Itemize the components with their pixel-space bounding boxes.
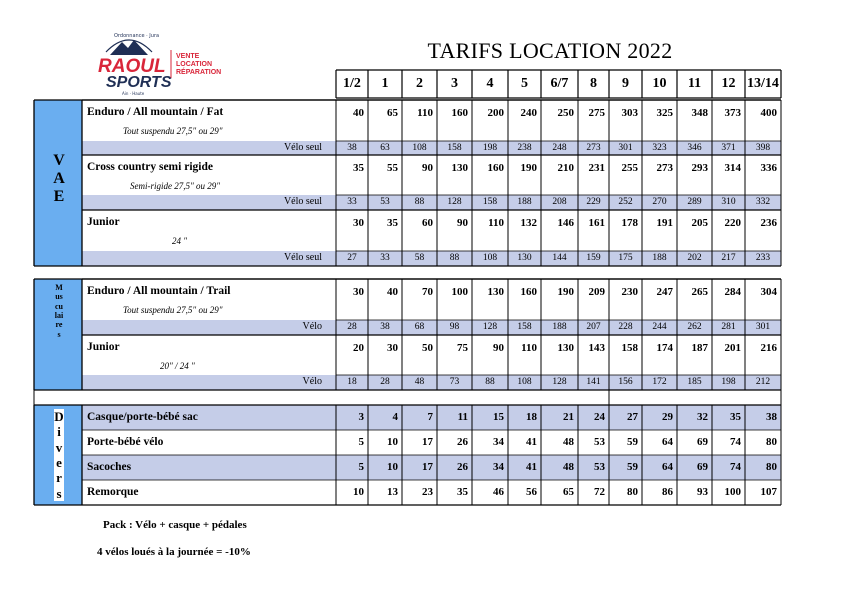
price-cell: 30 bbox=[353, 217, 364, 229]
column-header: 8 bbox=[590, 76, 597, 91]
price-cell: 90 bbox=[422, 162, 433, 174]
row-sublabel: Tout suspendu 27,5" ou 29" bbox=[123, 126, 223, 136]
price-cell: 187 bbox=[691, 342, 708, 354]
row-sublabel: Semi-rigide 27,5" ou 29" bbox=[130, 181, 221, 191]
price-cell: 50 bbox=[422, 342, 433, 354]
price-cell: 11 bbox=[457, 411, 468, 423]
velo-seul-price: 244 bbox=[652, 322, 667, 332]
price-cell: 160 bbox=[520, 286, 537, 298]
price-cell: 34 bbox=[493, 436, 504, 448]
velo-seul-price: 332 bbox=[755, 197, 771, 207]
price-cell: 191 bbox=[656, 217, 673, 229]
price-cell: 190 bbox=[520, 162, 537, 174]
logo-arc-text: Ordonnance · Jura bbox=[114, 33, 160, 39]
price-cell: 65 bbox=[387, 107, 398, 119]
velo-seul-price: 73 bbox=[449, 377, 460, 387]
price-cell: 80 bbox=[766, 461, 777, 473]
velo-seul-price: 228 bbox=[618, 322, 633, 332]
column-header: 10 bbox=[652, 76, 667, 91]
price-cell: 35 bbox=[457, 486, 468, 498]
velo-seul-price: 48 bbox=[414, 377, 425, 387]
logo-brand-2: SPORTS bbox=[106, 74, 172, 91]
price-cell: 35 bbox=[387, 217, 398, 229]
price-cell: 80 bbox=[766, 436, 777, 448]
velo-seul-price: 98 bbox=[449, 322, 460, 332]
price-cell: 53 bbox=[594, 436, 605, 448]
velo-seul-price: 128 bbox=[552, 377, 567, 387]
velo-seul-label: Vélo bbox=[302, 376, 322, 387]
price-cell: 17 bbox=[422, 436, 433, 448]
price-cell: 304 bbox=[760, 286, 777, 298]
price-cell: 64 bbox=[662, 461, 673, 473]
velo-seul-price: 208 bbox=[552, 197, 567, 207]
price-cell: 143 bbox=[588, 342, 605, 354]
velo-seul-price: 88 bbox=[485, 377, 495, 387]
price-cell: 10 bbox=[353, 486, 364, 498]
section-side-label: Musculaires bbox=[54, 283, 64, 339]
price-cell: 400 bbox=[760, 107, 777, 119]
price-cell: 210 bbox=[557, 162, 574, 174]
price-cell: 24 bbox=[594, 411, 605, 423]
price-cell: 90 bbox=[493, 342, 504, 354]
velo-seul-price: 68 bbox=[414, 322, 425, 332]
price-cell: 284 bbox=[724, 286, 741, 298]
price-cell: 70 bbox=[422, 286, 433, 298]
velo-seul-price: 188 bbox=[652, 253, 667, 263]
velo-seul-price: 281 bbox=[721, 322, 736, 332]
section-side-label: VAE bbox=[53, 152, 65, 205]
price-cell: 18 bbox=[526, 411, 537, 423]
price-cell: 86 bbox=[662, 486, 673, 498]
price-cell: 27 bbox=[627, 411, 638, 423]
price-cell: 160 bbox=[487, 162, 504, 174]
price-cell: 373 bbox=[724, 107, 741, 119]
row-sublabel: Tout suspendu 27,5" ou 29" bbox=[123, 305, 223, 315]
price-cell: 34 bbox=[493, 461, 504, 473]
velo-seul-price: 158 bbox=[447, 143, 462, 153]
velo-seul-label: Vélo seul bbox=[283, 196, 322, 207]
velo-seul-price: 38 bbox=[347, 143, 357, 153]
velo-seul-price: 27 bbox=[347, 253, 357, 263]
velo-seul-price: 28 bbox=[347, 322, 357, 332]
price-cell: 110 bbox=[488, 217, 504, 229]
velo-seul-label: Vélo seul bbox=[283, 142, 322, 153]
price-cell: 7 bbox=[427, 411, 433, 423]
velo-seul-price: 38 bbox=[380, 322, 390, 332]
price-cell: 46 bbox=[493, 486, 504, 498]
row-label: Porte-bébé vélo bbox=[87, 436, 164, 448]
price-cell: 5 bbox=[358, 461, 364, 473]
price-cell: 100 bbox=[451, 286, 468, 298]
velo-seul-price: 33 bbox=[380, 253, 390, 263]
price-cell: 110 bbox=[417, 107, 433, 119]
price-cell: 21 bbox=[563, 411, 574, 423]
price-cell: 26 bbox=[457, 461, 468, 473]
price-cell: 40 bbox=[353, 107, 364, 119]
price-cell: 275 bbox=[588, 107, 605, 119]
column-header: 9 bbox=[622, 76, 629, 91]
price-cell: 161 bbox=[588, 217, 605, 229]
price-cell: 100 bbox=[724, 486, 741, 498]
price-cell: 41 bbox=[526, 436, 537, 448]
price-cell: 230 bbox=[621, 286, 638, 298]
velo-seul-price: 310 bbox=[721, 197, 736, 207]
velo-seul-price: 233 bbox=[755, 253, 771, 263]
price-cell: 65 bbox=[563, 486, 574, 498]
price-cell: 60 bbox=[422, 217, 433, 229]
row-label: Casque/porte-bébé sac bbox=[87, 411, 198, 423]
velo-seul-price: 198 bbox=[482, 143, 498, 153]
price-cell: 247 bbox=[656, 286, 673, 298]
price-cell: 90 bbox=[457, 217, 468, 229]
price-cell: 201 bbox=[724, 342, 741, 354]
price-cell: 93 bbox=[697, 486, 708, 498]
price-cell: 3 bbox=[358, 411, 364, 423]
price-cell: 236 bbox=[760, 217, 777, 229]
price-cell: 10 bbox=[387, 461, 398, 473]
velo-seul-price: 53 bbox=[380, 197, 390, 207]
price-cell: 26 bbox=[457, 436, 468, 448]
column-header: 1 bbox=[381, 76, 389, 91]
velo-seul-price: 128 bbox=[447, 197, 462, 207]
velo-seul-price: 238 bbox=[517, 143, 532, 153]
velo-seul-price: 158 bbox=[517, 322, 532, 332]
price-cell: 35 bbox=[730, 411, 741, 423]
price-cell: 231 bbox=[588, 162, 605, 174]
price-cell: 130 bbox=[557, 342, 574, 354]
price-cell: 80 bbox=[627, 486, 638, 498]
velo-seul-price: 252 bbox=[618, 197, 633, 207]
row-sublabel: 20" / 24 " bbox=[160, 361, 195, 371]
price-cell: 336 bbox=[760, 162, 777, 174]
velo-seul-label: Vélo seul bbox=[283, 252, 322, 263]
price-cell: 10 bbox=[387, 436, 398, 448]
velo-seul-price: 33 bbox=[347, 197, 357, 207]
velo-seul-price: 175 bbox=[618, 253, 633, 263]
price-cell: 178 bbox=[621, 217, 638, 229]
row-label: Cross country semi rigide bbox=[87, 161, 213, 173]
velo-seul-price: 108 bbox=[517, 377, 532, 387]
price-cell: 250 bbox=[557, 107, 574, 119]
velo-seul-price: 88 bbox=[449, 253, 460, 263]
price-cell: 110 bbox=[521, 342, 537, 354]
row-label: Junior bbox=[87, 341, 120, 353]
price-cell: 348 bbox=[691, 107, 708, 119]
price-cell: 32 bbox=[697, 411, 708, 423]
price-cell: 64 bbox=[662, 436, 673, 448]
price-cell: 205 bbox=[691, 217, 708, 229]
price-cell: 130 bbox=[487, 286, 504, 298]
row-label: Sacoches bbox=[87, 461, 132, 473]
price-cell: 35 bbox=[353, 162, 364, 174]
velo-seul-price: 141 bbox=[586, 377, 601, 387]
price-cell: 132 bbox=[520, 217, 537, 229]
price-cell: 314 bbox=[724, 162, 741, 174]
velo-seul-label: Vélo bbox=[302, 321, 322, 332]
velo-seul-price: 58 bbox=[414, 253, 425, 263]
velo-seul-price: 248 bbox=[552, 143, 567, 153]
velo-seul-price: 371 bbox=[721, 143, 736, 153]
velo-seul-price: 262 bbox=[687, 322, 702, 332]
price-cell: 220 bbox=[724, 217, 741, 229]
price-cell: 107 bbox=[760, 486, 777, 498]
column-header: 5 bbox=[521, 76, 528, 91]
price-cell: 74 bbox=[730, 436, 741, 448]
price-cell: 17 bbox=[422, 461, 433, 473]
logo-bottom-text: Ain · Haute bbox=[122, 91, 145, 96]
velo-seul-price: 18 bbox=[347, 377, 357, 387]
row-label: Enduro / All mountain / Trail bbox=[87, 285, 231, 297]
price-cell: 75 bbox=[457, 342, 468, 354]
price-cell: 48 bbox=[563, 436, 574, 448]
velo-seul-price: 202 bbox=[687, 253, 702, 263]
velo-seul-price: 398 bbox=[755, 143, 771, 153]
column-header: 13/14 bbox=[747, 76, 779, 91]
price-cell: 72 bbox=[594, 486, 605, 498]
velo-seul-price: 88 bbox=[414, 197, 425, 207]
price-cell: 40 bbox=[387, 286, 398, 298]
velo-seul-price: 323 bbox=[652, 143, 667, 153]
price-cell: 38 bbox=[766, 411, 777, 423]
row-sublabel: 24 " bbox=[172, 236, 188, 246]
price-cell: 265 bbox=[691, 286, 708, 298]
price-cell: 41 bbox=[526, 461, 537, 473]
velo-seul-price: 207 bbox=[586, 322, 601, 332]
velo-seul-price: 172 bbox=[652, 377, 667, 387]
price-cell: 30 bbox=[387, 342, 398, 354]
logo-brand: RAOUL bbox=[98, 56, 166, 77]
price-cell: 158 bbox=[621, 342, 638, 354]
price-cell: 74 bbox=[730, 461, 741, 473]
column-header: 12 bbox=[721, 76, 736, 91]
section-side-label: Divers bbox=[54, 409, 64, 501]
velo-seul-price: 158 bbox=[482, 197, 498, 207]
velo-seul-price: 270 bbox=[652, 197, 667, 207]
price-cell: 23 bbox=[422, 486, 433, 498]
price-cell: 190 bbox=[557, 286, 574, 298]
row-label: Enduro / All mountain / Fat bbox=[87, 106, 224, 118]
price-cell: 303 bbox=[621, 107, 638, 119]
price-cell: 13 bbox=[387, 486, 398, 498]
velo-seul-price: 301 bbox=[618, 143, 633, 153]
column-header: 2 bbox=[416, 76, 423, 91]
price-cell: 59 bbox=[627, 436, 638, 448]
velo-seul-price: 159 bbox=[586, 253, 601, 263]
velo-seul-price: 289 bbox=[687, 197, 702, 207]
price-cell: 209 bbox=[588, 286, 605, 298]
price-cell: 273 bbox=[656, 162, 673, 174]
velo-seul-price: 273 bbox=[586, 143, 601, 153]
velo-seul-price: 28 bbox=[380, 377, 390, 387]
velo-seul-price: 301 bbox=[755, 322, 771, 332]
price-cell: 200 bbox=[487, 107, 504, 119]
price-cell: 216 bbox=[760, 342, 777, 354]
column-header: 3 bbox=[451, 76, 458, 91]
column-header: 1/2 bbox=[343, 76, 361, 91]
velo-seul-price: 346 bbox=[687, 143, 702, 153]
price-cell: 20 bbox=[353, 342, 364, 354]
price-cell: 48 bbox=[563, 461, 574, 473]
velo-seul-price: 185 bbox=[687, 377, 702, 387]
velo-seul-price: 130 bbox=[517, 253, 532, 263]
price-cell: 15 bbox=[493, 411, 504, 423]
velo-seul-price: 128 bbox=[482, 322, 498, 332]
velo-seul-price: 156 bbox=[618, 377, 633, 387]
velo-seul-price: 188 bbox=[552, 322, 567, 332]
price-cell: 5 bbox=[358, 436, 364, 448]
price-cell: 240 bbox=[520, 107, 537, 119]
row-label: Remorque bbox=[87, 486, 139, 498]
price-cell: 160 bbox=[451, 107, 468, 119]
price-cell: 69 bbox=[697, 436, 708, 448]
column-header: 4 bbox=[486, 76, 494, 91]
price-cell: 29 bbox=[662, 411, 673, 423]
velo-seul-price: 108 bbox=[482, 253, 498, 263]
logo-tagline-1: VENTE bbox=[176, 53, 200, 60]
velo-seul-price: 229 bbox=[586, 197, 601, 207]
logo-tagline-2: LOCATION bbox=[176, 61, 213, 68]
price-cell: 130 bbox=[451, 162, 468, 174]
price-cell: 59 bbox=[627, 461, 638, 473]
price-cell: 325 bbox=[656, 107, 673, 119]
column-header: 11 bbox=[687, 76, 702, 91]
note-2: 4 vélos loués à la journée = -10% bbox=[97, 546, 251, 558]
price-cell: 293 bbox=[691, 162, 708, 174]
price-cell: 55 bbox=[387, 162, 398, 174]
row-label: Junior bbox=[87, 216, 120, 228]
price-cell: 174 bbox=[656, 342, 673, 354]
page-title: TARIFS LOCATION 2022 bbox=[427, 38, 673, 63]
price-cell: 56 bbox=[526, 486, 537, 498]
velo-seul-price: 144 bbox=[552, 253, 567, 263]
price-cell: 30 bbox=[353, 286, 364, 298]
velo-seul-price: 212 bbox=[755, 377, 771, 387]
velo-seul-price: 63 bbox=[380, 143, 390, 153]
velo-seul-price: 198 bbox=[721, 377, 736, 387]
velo-seul-price: 108 bbox=[412, 143, 427, 153]
column-header: 6/7 bbox=[550, 76, 569, 91]
logo-tagline-3: RÉPARATION bbox=[176, 69, 222, 76]
velo-seul-price: 217 bbox=[721, 253, 736, 263]
note-1: Pack : Vélo + casque + pédales bbox=[103, 519, 247, 531]
price-cell: 255 bbox=[621, 162, 638, 174]
price-cell: 4 bbox=[392, 411, 398, 423]
velo-seul-price: 188 bbox=[517, 197, 532, 207]
price-cell: 146 bbox=[557, 217, 574, 229]
price-cell: 53 bbox=[594, 461, 605, 473]
price-cell: 69 bbox=[697, 461, 708, 473]
